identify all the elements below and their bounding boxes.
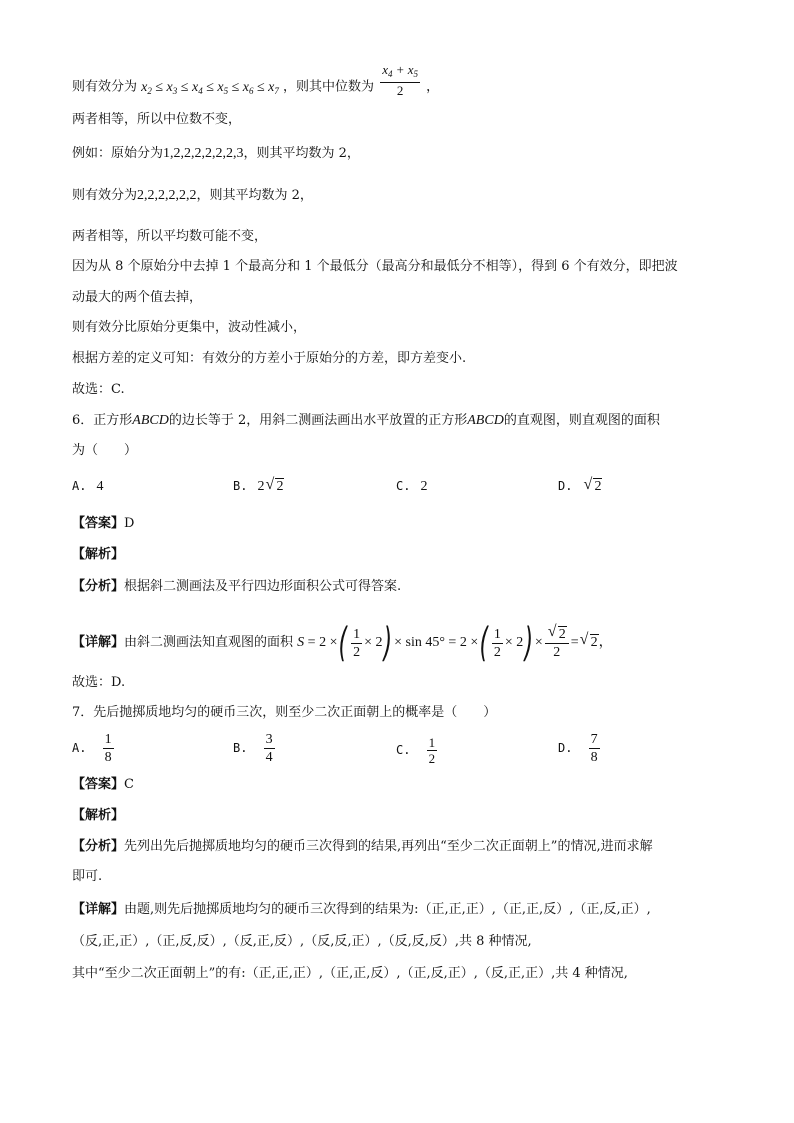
- q6-option-a: [72, 479, 103, 495]
- denominator: 2: [428, 751, 436, 766]
- q6-stem-line-1: [72, 412, 660, 430]
- q6-option-c: [396, 479, 427, 495]
- answer-tag: 【答案】: [72, 777, 125, 792]
- option-label: D.: [558, 741, 573, 755]
- q7-option-a: [72, 731, 116, 766]
- q7-answer: [72, 776, 134, 794]
- q7-fenxi-line-2: 即可.: [72, 869, 103, 884]
- text-line-3: [72, 145, 360, 163]
- q7-option-c: [396, 735, 439, 766]
- text-fragment: ，则其平均数为 2，: [243, 146, 360, 161]
- option-fraction: [589, 731, 600, 766]
- text-fragment: 例如：原始分为: [72, 146, 164, 161]
- sqrt-two: √ 2: [266, 479, 284, 495]
- q7-xiangjie-line-1: [72, 901, 651, 919]
- q6-answer: [72, 515, 134, 533]
- text-line-7: 动最大的两个值去掉，: [72, 290, 203, 305]
- text-fragment: 则有效分为: [72, 188, 138, 203]
- q7-analysis-tag: [72, 807, 124, 825]
- text-fragment: 的边长等于 2，用斜二测画法画出水平放置的正方形: [168, 413, 468, 428]
- option-label: A.: [72, 479, 87, 493]
- text-line-5: 两者相等，所以平均数可能不变，: [72, 229, 268, 244]
- text-line-10: 故选：C.: [72, 382, 125, 397]
- area-formula: S = 2 ×( $\frac{1}{2}$ × 2) × sin 45° = 2 ×( $\frac{1}{2}$ × 2) × √ $\frac{2}{2}$ =√ 2，: [297, 635, 612, 650]
- answer-tag: 【答案】: [72, 516, 125, 531]
- text-line-9: 根据方差的定义可知：有效分的方差小于原始分的方差，即方差变小.: [72, 351, 467, 366]
- option-label: D.: [558, 479, 573, 493]
- xiangjie-text: 由斜二测画法知直观图的面积: [124, 635, 294, 651]
- option-value: 4: [96, 479, 104, 494]
- score-sequence: 1,2,2,2,2,2,2,3: [163, 146, 244, 161]
- text-line-4: [72, 187, 313, 205]
- option-value: 2: [257, 479, 265, 494]
- text-fragment: 的直观图，则直观图的面积: [503, 413, 660, 428]
- q7-option-b: [233, 731, 277, 766]
- analysis-tag: 【解析】: [72, 808, 125, 823]
- score-sequence: 2,2,2,2,2,2: [137, 188, 197, 203]
- option-fraction: [427, 735, 438, 766]
- option-label: C.: [396, 743, 411, 757]
- sqrt-two: √ 2: [584, 479, 602, 495]
- option-fraction: [264, 731, 275, 766]
- numerator: 1: [428, 735, 436, 750]
- option-fraction: [103, 731, 114, 766]
- option-label: A.: [72, 741, 87, 755]
- numerator: 1: [104, 732, 112, 747]
- q7-fenxi-line-1: [72, 838, 653, 856]
- q7-option-d: [558, 731, 602, 766]
- text-fragment: ，则其平均数为 2，: [196, 188, 313, 203]
- text-fragment: 则有效分为: [72, 79, 138, 95]
- option-label: C.: [396, 479, 411, 493]
- q6-choose: 故选：D.: [72, 675, 126, 690]
- text-line-1: [72, 62, 440, 100]
- fenxi-tag: 【分析】: [72, 579, 125, 594]
- denominator: 8: [104, 750, 112, 765]
- answer-value: D: [124, 516, 135, 531]
- q6-option-d: [558, 479, 602, 495]
- median-fraction: $\frac{x_4 + x_5}{2}$: [382, 62, 419, 98]
- option-label: B.: [233, 479, 248, 493]
- numerator: 7: [590, 732, 598, 747]
- answer-value: C: [124, 777, 134, 792]
- xiangjie-tag: 【详解】: [72, 635, 125, 651]
- square-label: ABCD: [467, 413, 504, 428]
- text-fragment: 6．正方形: [72, 413, 133, 428]
- denominator: 4: [265, 750, 273, 765]
- q6-stem-line-2: 为（ ）: [72, 443, 138, 458]
- text-line-8: 则有效分比原始分更集中，波动性减小，: [72, 320, 307, 335]
- text-line-6: 因为从 8 个原始分中去掉 1 个最高分和 1 个最低分（最高分和最低分不相等），得到 6 个有效分，即把波: [72, 259, 678, 274]
- q6-analysis-tag: [72, 546, 124, 564]
- numerator: 3: [265, 732, 273, 747]
- q6-fenxi: [72, 578, 401, 596]
- q7-xiangjie-line-3: 其中“至少二次正面朝上”的有:（正,正,正）,（正,正,反）,（正,反,正）,（反,正,正）,共 4 种情况,: [72, 966, 628, 981]
- fenxi-text: 根据斜二测画法及平行四边形面积公式可得答案.: [124, 579, 402, 594]
- option-label: B.: [233, 741, 248, 755]
- q7-stem: 7．先后抛掷质地均匀的硬币三次，则至少二次正面朝上的概率是（ ）: [72, 705, 497, 720]
- text-fragment: ，: [426, 79, 440, 95]
- q6-option-b: [233, 479, 284, 495]
- analysis-tag: 【解析】: [72, 547, 125, 562]
- option-value: 2: [420, 479, 428, 494]
- text-fragment: ，则其中位数为: [283, 79, 375, 95]
- q6-xiangjie: [72, 620, 613, 666]
- denominator: 8: [590, 750, 598, 765]
- fenxi-text: 先列出先后抛掷质地均匀的硬币三次得到的结果,再列出“至少二次正面朝上”的情况,进而求解: [124, 839, 653, 854]
- inequality-chain: $x_2 \le x_3 \le x_4 \le x_5 \le x_6 \le x_7$: [141, 79, 279, 96]
- text-line-2: 两者相等，所以中位数不变，: [72, 112, 242, 127]
- xiangjie-text: 由题,则先后抛掷质地均匀的硬币三次得到的结果为:（正,正,正）,（正,正,反）,（正,反,正）,: [124, 902, 651, 917]
- q7-xiangjie-line-2: （反,正,正）,（正,反,反）,（反,正,反）,（反,反,正）,（反,反,反）,共 8 种情况,: [72, 934, 532, 949]
- fenxi-tag: 【分析】: [72, 839, 125, 854]
- xiangjie-tag: 【详解】: [72, 902, 125, 917]
- square-label: ABCD: [132, 413, 169, 428]
